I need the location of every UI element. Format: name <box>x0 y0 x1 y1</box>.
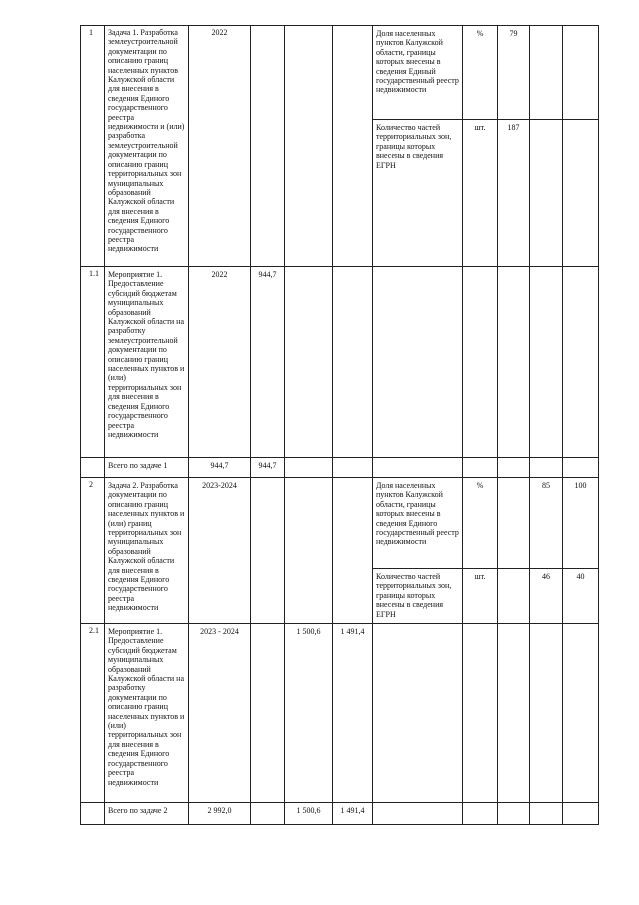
measure-description: Мероприятие 1. Предоставление субсидий бюджетам муниципальных образований Калужской области на разработку документации по описанию границ населенных пунктов и (или) территориальных зон для внесения в сведения Единого государственного реестра недвижимости <box>105 624 189 803</box>
total-value: 2 992,0 <box>189 803 251 825</box>
indicator-value <box>498 458 530 478</box>
indicator-value: 100 <box>563 478 599 569</box>
indicator-unit: шт. <box>463 120 498 267</box>
total-row <box>81 803 599 825</box>
funding-cell <box>333 458 373 478</box>
indicator-value <box>530 26 563 120</box>
task-description: Задача 1. Разработка землеустроительной документации по описанию границ населенных пунктов Калужской области для внесения в сведения Единого государственного реестра недвижимости и (или) разработка землеустроительной документации по описанию границ территориальных зон муниципальных образований Калужской области для внесения в сведения Единого государственного реестра недвижимости <box>105 26 189 267</box>
indicator-value <box>563 624 599 803</box>
total-label: Всего по задаче 2 <box>105 803 189 825</box>
funding-cell: 1 491,4 <box>333 803 373 825</box>
total-row <box>81 458 599 478</box>
indicator-name <box>373 624 463 803</box>
indicator-value <box>498 569 530 624</box>
indicator-name: Доля населенных пунктов Калужской области, границы которых внесены в сведения Единый государственный реестр недвижимости <box>373 26 463 120</box>
task-row <box>81 478 599 569</box>
funding-cell: 944,7 <box>251 458 285 478</box>
row-number: 2.1 <box>81 624 105 803</box>
funding-cell: 1 491,4 <box>333 624 373 803</box>
row-number: 1.1 <box>81 267 105 458</box>
row-number: 1 <box>81 26 105 267</box>
indicator-unit <box>463 803 498 825</box>
measure-description: Мероприятие 1. Предоставление субсидий бюджетам муниципальных образований Калужской области на разработку землеустроительной документации по описанию границ населенных пунктов и (или) территориальных зон для внесения в сведения Единого государственного реестра недвижимости <box>105 267 189 458</box>
indicator-value <box>563 120 599 267</box>
indicator-value <box>530 267 563 458</box>
indicator-name: Количество частей территориальных зон, границы которых внесены в сведения ЕГРН <box>373 120 463 267</box>
funding-cell <box>285 26 333 267</box>
funding-cell <box>285 458 333 478</box>
row-number <box>81 458 105 478</box>
indicator-name: Доля населенных пунктов Калужской области, границы которых внесены в сведения Единого государственный реестр недвижимости <box>373 478 463 569</box>
indicator-value: 46 <box>530 569 563 624</box>
funding-cell <box>251 478 285 624</box>
indicator-value <box>498 267 530 458</box>
indicator-name: Количество частей территориальных зон, границы которых внесены в сведения ЕГРН <box>373 569 463 624</box>
funding-cell <box>285 267 333 458</box>
indicator-name <box>373 803 463 825</box>
funding-cell: 1 500,6 <box>285 624 333 803</box>
indicator-value <box>563 267 599 458</box>
indicator-unit: % <box>463 26 498 120</box>
indicator-value <box>563 803 599 825</box>
row-number: 2 <box>81 478 105 624</box>
indicator-name <box>373 267 463 458</box>
indicator-value <box>563 458 599 478</box>
indicator-value <box>498 478 530 569</box>
measure-row <box>81 267 599 458</box>
indicator-value <box>530 120 563 267</box>
indicator-value: 187 <box>498 120 530 267</box>
measure-row <box>81 624 599 803</box>
indicator-unit: % <box>463 478 498 569</box>
total-value: 944,7 <box>189 458 251 478</box>
indicator-value <box>530 624 563 803</box>
indicator-unit <box>463 624 498 803</box>
indicator-value <box>563 26 599 120</box>
indicator-value <box>498 803 530 825</box>
indicator-value: 40 <box>563 569 599 624</box>
indicator-unit <box>463 267 498 458</box>
indicator-value: 85 <box>530 478 563 569</box>
total-label: Всего по задаче 1 <box>105 458 189 478</box>
funding-cell <box>251 26 285 267</box>
task-row <box>81 26 599 120</box>
indicator-value <box>530 458 563 478</box>
measure-year: 2023 - 2024 <box>189 624 251 803</box>
indicator-name <box>373 458 463 478</box>
indicator-value <box>530 803 563 825</box>
funding-cell: 1 500,6 <box>285 803 333 825</box>
funding-cell <box>285 478 333 624</box>
funding-cell <box>333 478 373 624</box>
task-description: Задача 2. Разработка документации по описанию границ населенных пунктов и (или) границ территориальных зон муниципальных образований Калужской области для внесения в сведения Единого государственного реестра недвижимости <box>105 478 189 624</box>
program-table <box>80 25 599 825</box>
funding-cell <box>251 803 285 825</box>
indicator-unit: шт. <box>463 569 498 624</box>
funding-cell <box>333 267 373 458</box>
funding-cell <box>251 624 285 803</box>
indicator-unit <box>463 458 498 478</box>
indicator-value: 79 <box>498 26 530 120</box>
task-year: 2022 <box>189 26 251 267</box>
funding-cell: 944,7 <box>251 267 285 458</box>
measure-year: 2022 <box>189 267 251 458</box>
indicator-value <box>498 624 530 803</box>
row-number <box>81 803 105 825</box>
task-year: 2023-2024 <box>189 478 251 624</box>
funding-cell <box>333 26 373 267</box>
